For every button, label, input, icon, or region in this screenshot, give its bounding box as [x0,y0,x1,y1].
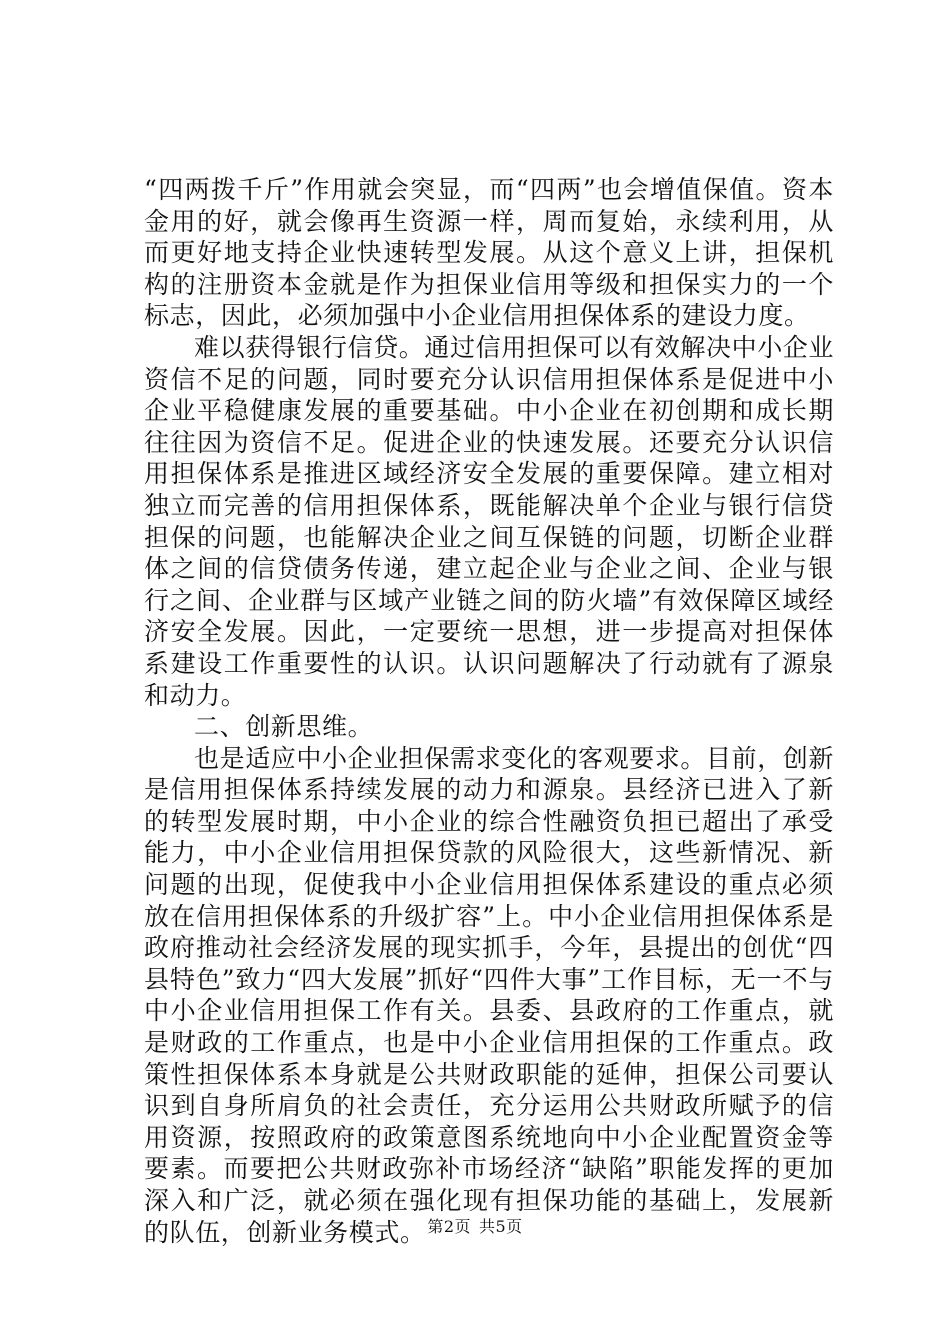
paragraph-3: 也是适应中小企业担保需求变化的客观要求。目前，创新是信用担保体系持续发展的动力和源泉。县经济已进入了新的转型发展时期，中小企业的综合性融资负担已超出了承受能力，中小企业信用担保贷款的风险很大，这些新情况、新问题的出现，促使我中小企业信用担保体系建设的重点必须放在信用担保体系的升级扩容”上。中小企业信用担保体系是政府推动社会经济发展的现实抓手，今年，县提出的创优“四县特色”致力“四大发展”抓好“四件大事”工作目标，无一不与中小企业信用担保工作有关。县委、县政府的工作重点，就是财政的工作重点，也是中小企业信用担保的工作重点。政策性担保体系本身就是公共财政职能的延伸，担保公司要认识到自身所肩负的社会责任，充分运用公共财政所赋予的信用资源，按照政府的政策意图系统地向中小企业配置资金等要素。而要把公共财政弥补市场经济“缺陷”职能发挥的更加深入和广泛，就必须在强化现有担保功能的基础上，发展新的队伍，创新业务模式。 [144,743,835,1247]
page-footer [0,1214,950,1237]
page-number: 第2页 [427,1217,471,1236]
section-heading: 二、创新思维。 [194,712,374,742]
paragraph-1: “四两拨千斤”作用就会突显，而“四两”也会增值保值。资本金用的好，就会像再生资源一样，周而复始，永续利用，从而更好地支持企业快速转型发展。从这个意义上讲，担保机构的注册资本金就是作为担保业信用等级和担保实力的一个标志，因此，必须加强中小企业信用担保体系的建设力度。 [144,175,834,331]
page-total: 共5页 [479,1217,523,1236]
paragraph-2: 难以获得银行信贷。通过信用担保可以有效解决中小企业资信不足的问题，同时要充分认识信用担保体系是促进中小企业平稳健康发展的重要基础。中小企业在初创期和成长期往往因为资信不足。促进企业的快速发展。还要充分认识信用担保体系是推进区域经济安全发展的重要保障。建立相对独立而完善的信用担保体系，既能解决单个企业与银行信贷担保的问题，也能解决企业之间互保链的问题，切断企业群体之间的信贷债务传递，建立起企业与企业之间、企业与银行之间、企业群与区域产业链之间的防火墙”有效保障区域经济安全发展。因此，一定要统一思想，进一步提高对担保体系建设工作重要性的认识。认识问题解决了行动就有了源泉和动力。 [144,332,835,710]
document-body [144,174,834,1248]
